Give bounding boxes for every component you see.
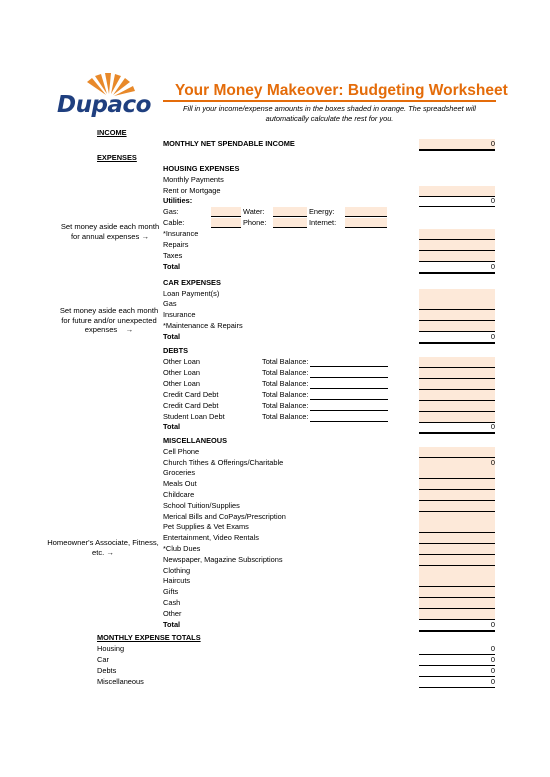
- phone-input[interactable]: [273, 218, 307, 228]
- misc-total-label: Total: [163, 620, 181, 629]
- debts-total: 0: [419, 422, 495, 434]
- gas-label: Gas:: [163, 207, 179, 216]
- dupaco-logo: [55, 70, 155, 120]
- rent-input[interactable]: [419, 186, 495, 197]
- debt-item: Credit Card Debt: [163, 390, 219, 399]
- debt-balance-label: Total Balance:: [262, 379, 309, 388]
- debt-balance-label: Total Balance:: [262, 368, 309, 377]
- misc-input[interactable]: [419, 533, 495, 544]
- logo-wordmark: Dupaco: [57, 92, 151, 118]
- housing-heading: HOUSING EXPENSES: [163, 164, 240, 173]
- income-value: 0: [490, 139, 495, 148]
- misc-item: Meals Out: [163, 479, 197, 488]
- totals-row-value: 0: [419, 644, 495, 655]
- energy-input[interactable]: [345, 207, 387, 217]
- insurance-input[interactable]: [419, 229, 495, 240]
- title-underline: [163, 100, 496, 102]
- car-total: 0: [419, 332, 495, 344]
- page-title: Your Money Makeover: Budgeting Worksheet: [175, 82, 508, 99]
- income-heading: INCOME: [97, 128, 127, 137]
- debts-heading: DEBTS: [163, 346, 189, 355]
- misc-item: Newspaper, Magazine Subscriptions: [163, 555, 283, 564]
- misc-item: School Tuition/Supplies: [163, 501, 240, 510]
- misc-item: Entertainment, Video Rentals: [163, 533, 259, 542]
- misc-input[interactable]: 0: [419, 458, 495, 469]
- taxes-input[interactable]: [419, 251, 495, 262]
- misc-input[interactable]: [419, 479, 495, 490]
- debts-total-label: Total: [163, 422, 181, 431]
- income-label: MONTHLY NET SPENDABLE INCOME: [163, 139, 295, 148]
- car-item: Gas: [163, 299, 177, 308]
- misc-input[interactable]: [419, 587, 495, 598]
- car-input[interactable]: [419, 321, 495, 332]
- car-input[interactable]: [419, 289, 495, 300]
- totals-row-label: Car: [97, 655, 109, 664]
- debt-item: Other Loan: [163, 357, 200, 366]
- totals-row-label: Housing: [97, 644, 125, 653]
- housing-rent-label: Rent or Mortgage: [163, 186, 221, 195]
- debt-balance-input[interactable]: [310, 388, 388, 389]
- misc-total: 0: [419, 620, 495, 632]
- car-item: Loan Payment(s): [163, 289, 220, 298]
- debt-item: Other Loan: [163, 379, 200, 388]
- car-input[interactable]: [419, 310, 495, 321]
- misc-item: *Club Dues: [163, 544, 201, 553]
- totals-row-value: 0: [419, 666, 495, 677]
- housing-note: Set money aside each month for annual expenses →: [60, 222, 160, 241]
- car-input[interactable]: [419, 299, 495, 310]
- repairs-label: Repairs: [163, 240, 189, 249]
- debt-input[interactable]: [419, 401, 495, 412]
- misc-item: Church Tithes & Offerings/Charitable: [163, 458, 284, 467]
- misc-input[interactable]: [419, 598, 495, 609]
- misc-item: Clothing: [163, 566, 191, 575]
- misc-input[interactable]: [419, 490, 495, 501]
- insurance-label: *Insurance: [163, 229, 199, 238]
- misc-item: Gifts: [163, 587, 179, 596]
- car-item: *Maintenance & Repairs: [163, 321, 243, 330]
- misc-input[interactable]: [419, 468, 495, 479]
- repairs-input[interactable]: [419, 240, 495, 251]
- water-input[interactable]: [273, 207, 307, 217]
- misc-input[interactable]: [419, 447, 495, 458]
- misc-input[interactable]: [419, 609, 495, 620]
- misc-item: Pet Supplies & Vet Exams: [163, 522, 249, 531]
- car-total-label: Total: [163, 332, 181, 341]
- debt-balance-label: Total Balance:: [262, 357, 309, 366]
- debt-balance-input[interactable]: [310, 366, 388, 367]
- misc-input[interactable]: [419, 512, 495, 523]
- debt-balance-input[interactable]: [310, 377, 388, 378]
- totals-heading: MONTHLY EXPENSE TOTALS: [97, 633, 201, 642]
- water-label: Water:: [243, 207, 265, 216]
- misc-heading: MISCELLANEOUS: [163, 436, 228, 445]
- misc-input[interactable]: [419, 566, 495, 577]
- debt-input[interactable]: [419, 390, 495, 401]
- car-item: Insurance: [163, 310, 196, 319]
- utilities-total: 0: [419, 196, 495, 207]
- misc-input[interactable]: [419, 522, 495, 533]
- internet-input[interactable]: [345, 218, 387, 228]
- misc-input[interactable]: [419, 555, 495, 566]
- debt-item: Credit Card Debt: [163, 401, 219, 410]
- car-heading: CAR EXPENSES: [163, 278, 221, 287]
- gas-input[interactable]: [211, 207, 241, 217]
- debt-item: Other Loan: [163, 368, 200, 377]
- taxes-label: Taxes: [163, 251, 183, 260]
- misc-item: Cell Phone: [163, 447, 200, 456]
- totals-row-label: Miscellaneous: [97, 677, 144, 686]
- debt-balance-input[interactable]: [310, 399, 388, 400]
- misc-item: Cash: [163, 598, 181, 607]
- misc-note: Homeowner's Associate, Fitness, etc. →: [47, 538, 159, 557]
- debt-balance-input[interactable]: [310, 410, 388, 411]
- misc-item: Other: [163, 609, 182, 618]
- internet-label: Internet:: [309, 218, 337, 227]
- misc-input[interactable]: [419, 544, 495, 555]
- debt-balance-label: Total Balance:: [262, 401, 309, 410]
- cable-label: Cable:: [163, 218, 185, 227]
- misc-input[interactable]: [419, 576, 495, 587]
- housing-total: 0: [419, 262, 495, 274]
- expenses-heading: EXPENSES: [97, 153, 137, 162]
- misc-input[interactable]: [419, 501, 495, 512]
- totals-row-value: 0: [419, 677, 495, 688]
- debt-balance-input[interactable]: [310, 421, 388, 422]
- housing-monthly-payments: Monthly Payments: [163, 175, 224, 184]
- debt-item: Student Loan Debt: [163, 412, 225, 421]
- misc-item: Haircuts: [163, 576, 191, 585]
- totals-row-label: Debts: [97, 666, 117, 675]
- car-note: Set money aside each month for future and/or unexpected expenses →: [59, 306, 159, 334]
- energy-label: Energy:: [309, 207, 335, 216]
- instructions: Fill in your income/expense amounts in the boxes shaded in orange. The spreadsheet will automatically calculate the rest for you.: [183, 104, 476, 123]
- debt-input[interactable]: [419, 412, 495, 423]
- debt-input[interactable]: [419, 357, 495, 368]
- debt-input[interactable]: [419, 379, 495, 390]
- housing-total-label: Total: [163, 262, 181, 271]
- utilities-label: Utilities:: [163, 196, 193, 205]
- debt-balance-label: Total Balance:: [262, 412, 309, 421]
- phone-label: Phone:: [243, 218, 267, 227]
- misc-item: Childcare: [163, 490, 195, 499]
- misc-item: Merical Bills and CoPays/Prescription: [163, 512, 286, 521]
- debt-input[interactable]: [419, 368, 495, 379]
- totals-row-value: 0: [419, 655, 495, 666]
- debt-balance-label: Total Balance:: [262, 390, 309, 399]
- cable-input[interactable]: [211, 218, 241, 228]
- income-input[interactable]: [419, 139, 495, 151]
- misc-item: Groceries: [163, 468, 196, 477]
